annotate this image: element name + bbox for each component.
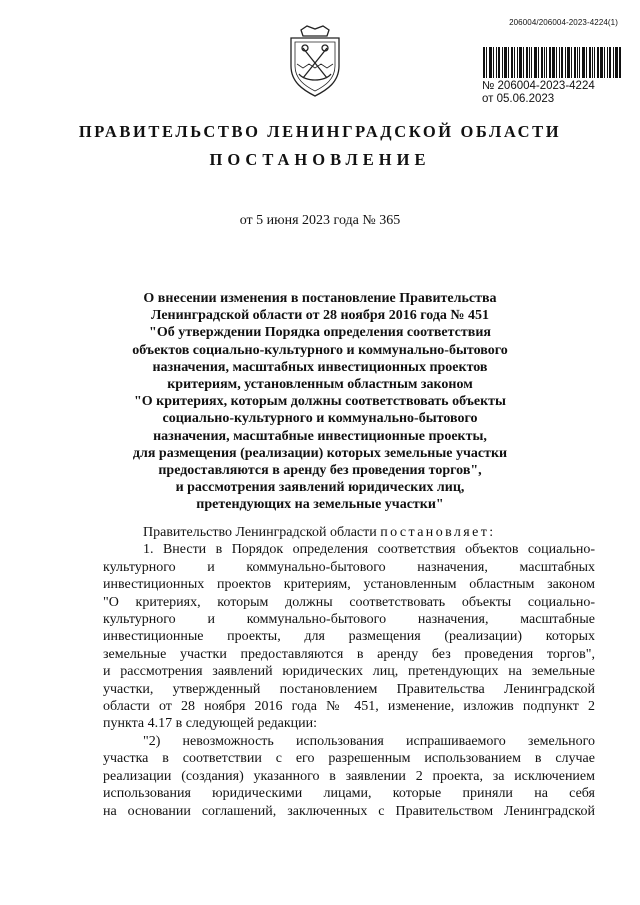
body-line: инвестиционные проекты, для размещения (реализации) которых — [103, 629, 595, 645]
title-line: социально-культурного и коммунально-бытового — [162, 411, 478, 427]
body-line: 1. Внести в Порядок определения соответствия объектов социально- — [143, 542, 595, 558]
coat-of-arms-icon — [283, 24, 347, 98]
title-line: "О критериях, которым должны соответствовать объекты — [134, 394, 506, 410]
decree-date-number: от 5 июня 2023 года № 365 — [239, 213, 401, 228]
body-line: реализации (создания) указанного в заявлении 2 проекта, за исключением — [103, 768, 595, 784]
body-line: инвестиционных проектов критериям, установленным областным законом — [103, 577, 595, 593]
title-line: предоставляются в аренду без проведения торгов", — [158, 463, 482, 479]
title-line: назначения, масштабных инвестиционных проектов — [152, 359, 488, 375]
title-line: Ленинградской области от 28 ноября 2016 года № 451 — [151, 308, 489, 324]
body-line: на основании соглашений, заключенных с Правительством Ленинградской — [103, 803, 595, 819]
body-line: "2) невозможность использования испрашиваемого земельного — [143, 733, 595, 749]
document-type-heading: ПОСТАНОВЛЕНИЕ — [209, 150, 431, 169]
government-title: ПРАВИТЕЛЬСТВО ЛЕНИНГРАДСКОЙ ОБЛАСТИ — [78, 122, 562, 141]
body-line: земельные участки предоставляются в аренду без проведения торгов", — [103, 646, 595, 662]
title-line: назначения, масштабные инвестиционные проекты, — [153, 428, 487, 444]
body-line: и рассмотрения заявлений юридических лиц, претендующих на земельные — [103, 664, 595, 680]
title-line: "Об утверждении Порядка определения соответствия — [149, 325, 491, 341]
body-line: участки, утвержденный постановлением Правительства Ленинградской — [103, 681, 595, 697]
title-line: претендующих на земельные участки" — [196, 497, 444, 513]
body-line: области от 28 ноября 2016 года № 451, изменение, изложив подпункт 2 — [103, 699, 595, 715]
barcode — [483, 47, 621, 78]
title-line: и рассмотрения заявлений юридических лиц, — [175, 480, 465, 496]
body-line: участка в соответствии с его разрешенным использованием в случае — [103, 751, 595, 767]
body-line: культурного и коммунально-бытового назначения, масштабных — [103, 559, 595, 575]
registration-number: № 206004-2023-4224 — [482, 80, 595, 92]
body-line: использования юридическими лицами, которые приняли на себя — [103, 786, 595, 802]
decree-body — [103, 524, 595, 820]
body-line: культурного и коммунально-бытового назначения, масштабные — [103, 612, 595, 628]
intro-subject: Правительство Ленинградской области — [143, 525, 377, 540]
document-reference-code: 206004/206004-2023-4224(1) — [509, 18, 618, 27]
decree-title — [120, 290, 520, 514]
intro-verb: постановляет: — [380, 525, 496, 540]
registration-date: от 05.06.2023 — [482, 93, 555, 105]
title-line: для размещения (реализации) которых земельные участки — [132, 445, 508, 461]
registration-stamp — [482, 80, 595, 106]
body-line: "О критериях, которым должны соответствовать объекты социально- — [103, 594, 595, 610]
title-line: О внесении изменения в постановление Правительства — [143, 291, 497, 306]
resolution-intro — [103, 524, 595, 541]
body-line: пункта 4.17 в следующей редакции: — [103, 716, 318, 732]
title-line: критериям, установленным областным законом — [167, 377, 473, 393]
title-line: объектов социально-культурного и коммунально-бытового — [132, 342, 508, 358]
